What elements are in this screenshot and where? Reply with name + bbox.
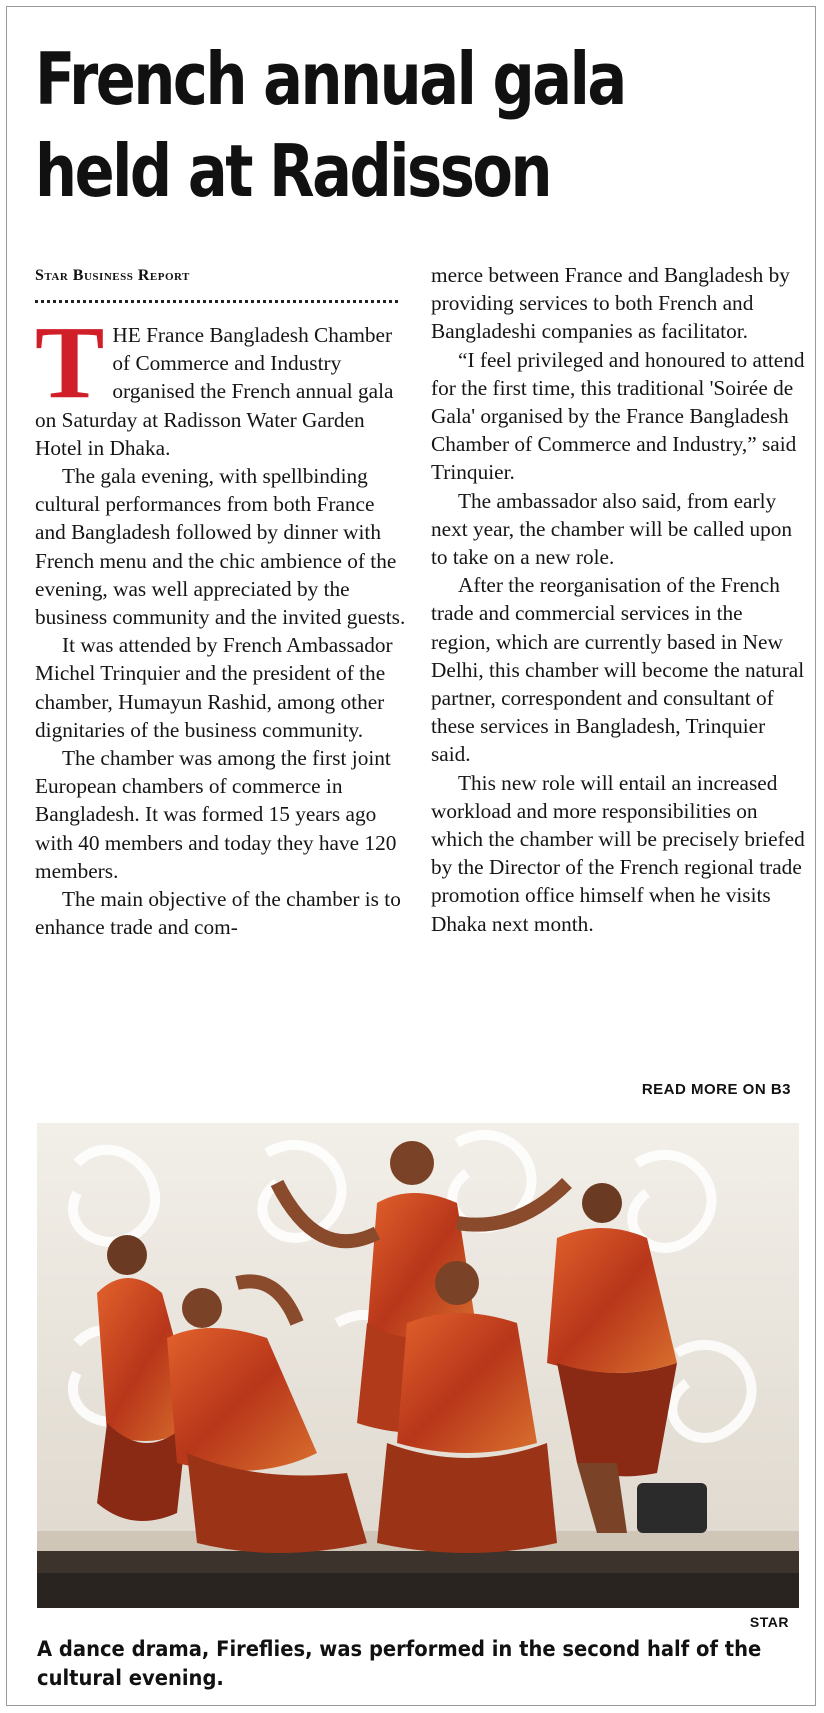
paragraph: The gala evening, with spellbinding cultural performances from both France and Bangladesh followed by dinner with French menu and the chic ambience of the evening, was well appreciated by the business community and the invited guests. [35,464,406,630]
drop-cap: T [35,305,105,420]
read-more-link[interactable]: READ MORE ON B3 [641,1081,791,1098]
article-column-2 [431,261,805,938]
dance-photo [37,1123,799,1608]
byline: Star Business Report [35,267,190,284]
headline [35,33,658,217]
paragraph: merce between France and Bangladesh by providing services to both French and Bangladeshi companies as facilitator. [431,263,790,344]
byline-divider [35,300,398,303]
article-column-1 [35,305,407,941]
headline-line-1: French annual gala [35,37,625,121]
paragraph: The ambassador also said, from early next year, the chamber will be called upon to take on a new role. [431,488,793,570]
paragraph: The main objective of the chamber is to enhance trade and com- [35,887,401,940]
paragraph: After the reorganisation of the French trade and commercial services in the region, which are currently based in New Delhi, this chamber will become the natural partner, correspondent and consultant of these services in Bangladesh, Trinquier said. [431,573,805,767]
photo-credit: STAR [749,1614,789,1630]
paragraph: THE France Bangladesh Chamber of Commerce and Industry organised the French annual gala on Saturday at Radisson Water Garden Hotel in Dhaka. [35,305,394,460]
paragraph: This new role will entail an increased workload and more responsibilities on which the chamber will be precisely briefed by the Director of the French regional trade promotion office himself when he visits Dhaka next month. [431,770,805,936]
paragraph: “I feel privileged and honoured to attend for the first time, this traditional 'Soirée de Gala' organised by the France Bangladesh Chamber of Commerce and Industry,” said Trinquier. [431,347,805,485]
newspaper-clipping [6,6,816,1706]
stage-light [637,1483,707,1533]
paragraph: It was attended by French Ambassador Michel Trinquier and the president of the chamber, Humayun Rashid, among other dignitaries of the business community. [35,633,393,742]
photo-caption: A dance drama, Fireflies, was performed in the second half of the cultural evening. [37,1637,762,1690]
paragraph: The chamber was among the first joint European chambers of commerce in Bangladesh. It was formed 15 years ago with 40 members and today they have 120 members. [35,746,397,883]
dance-photo-illustration [37,1123,799,1608]
headline-line-2: held at Radisson [35,129,551,213]
